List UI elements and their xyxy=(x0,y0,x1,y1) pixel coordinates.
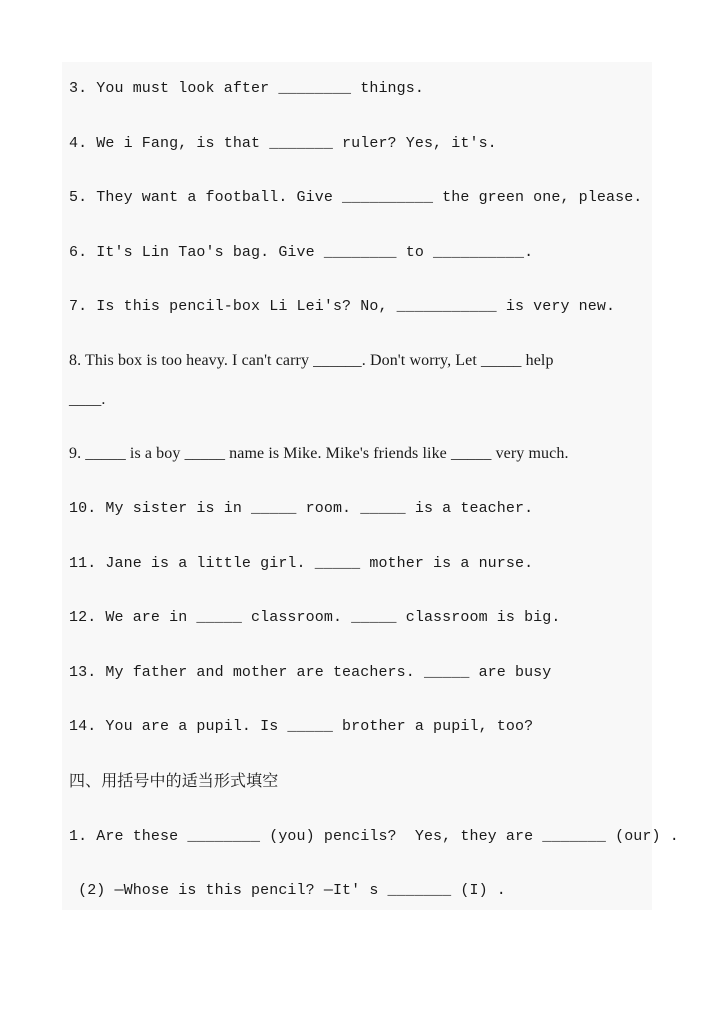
question-7: 7. Is this pencil-box Li Lei's? No, ___________ is very new. xyxy=(69,298,616,315)
question-9: 9. _____ is a boy _____ name is Mike. Mike's friends like _____ very much. xyxy=(69,445,569,462)
question-11: 11. Jane is a little girl. _____ mother is a nurse. xyxy=(69,555,534,572)
question-10: 10. My sister is in _____ room. _____ is a teacher. xyxy=(69,500,534,517)
question-14: 14. You are a pupil. Is _____ brother a pupil, too? xyxy=(69,718,534,735)
question-3: 3. You must look after ________ things. xyxy=(69,80,424,97)
question-6: 6. It's Lin Tao's bag. Give ________ to __________. xyxy=(69,244,534,261)
question-13: 13. My father and mother are teachers. _____ are busy xyxy=(69,664,552,681)
question-4: 4. We i Fang, is that _______ ruler? Yes, it's. xyxy=(69,135,497,152)
section-four-heading: 四、用括号中的适当形式填空 xyxy=(69,771,279,790)
section-four-question-1: 1. Are these ________ (you) pencils? Yes, they are _______ (our) . xyxy=(69,828,679,845)
question-8: 8. This box is too heavy. I can't carry ______. Don't worry, Let _____ help xyxy=(69,352,554,369)
question-8-continuation: ____. xyxy=(69,391,106,408)
question-5: 5. They want a football. Give __________ the green one, please. xyxy=(69,189,643,206)
question-12: 12. We are in _____ classroom. _____ classroom is big. xyxy=(69,609,561,626)
section-four-question-2: (2) —Whose is this pencil? —It' s _______ (I) . xyxy=(69,882,506,899)
